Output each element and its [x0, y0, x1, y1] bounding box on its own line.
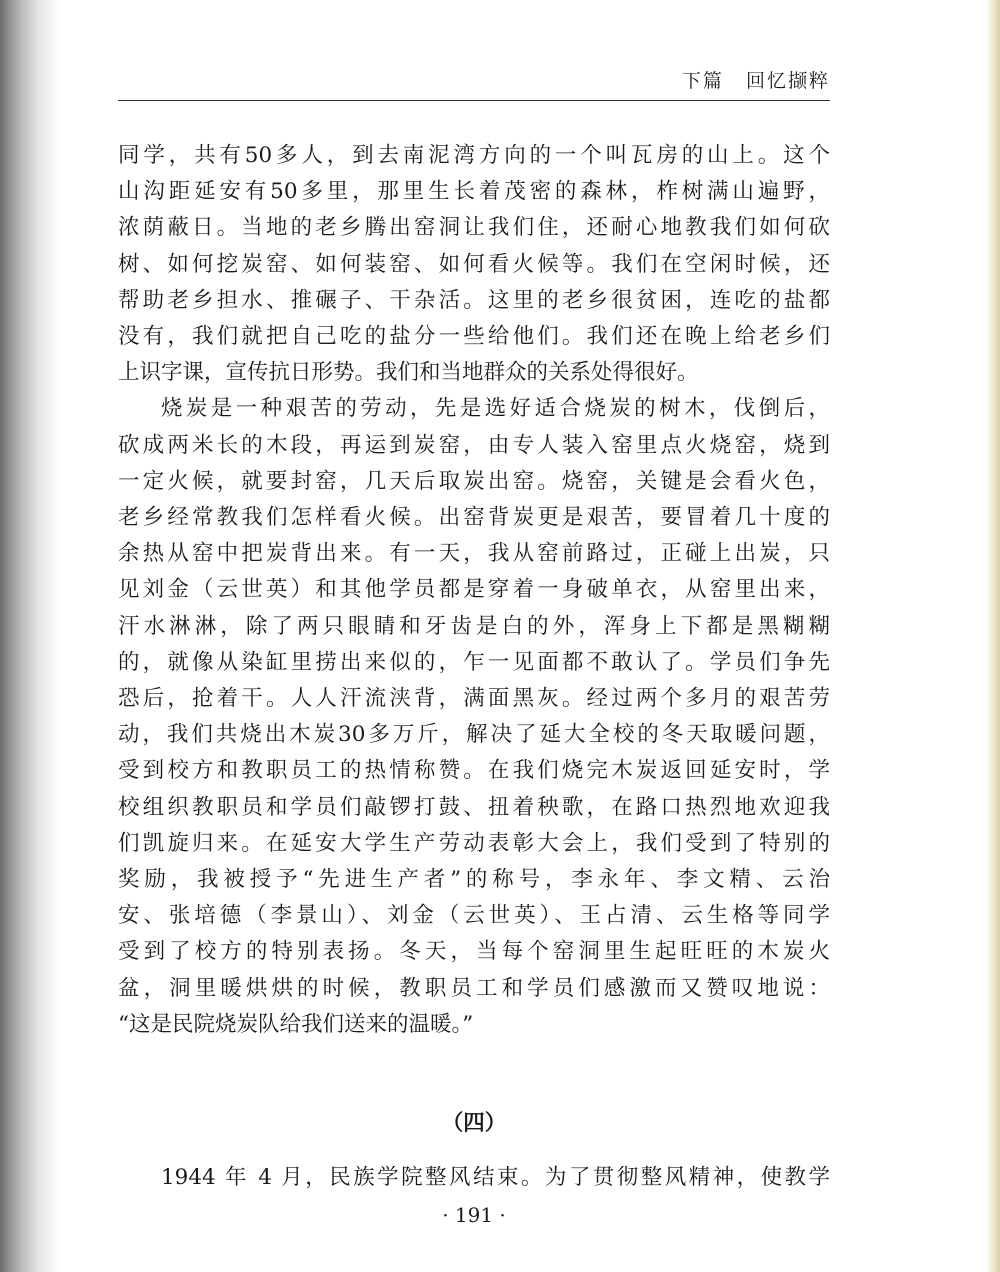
text-line: 浓荫蔽日。当地的老乡腾出窑洞让我们住，还耐心地教我们如何砍 — [118, 215, 830, 241]
text-line: 的，就像从染缸里捞出来似的，乍一见面都不敢认了。学员们争先 — [118, 649, 830, 675]
text-line: 上识字课，宣传抗日形势。我们和当地群众的关系处得很好。 — [118, 360, 699, 386]
text-line: 受到校方和教职员工的热情称赞。在我们烧完木炭返回延安时，学 — [118, 758, 830, 784]
text-line: 见刘金（云世英）和其他学员都是穿着一身破单衣，从窑里出来， — [118, 577, 830, 603]
text-line: 受到了校方的特别表扬。冬天，当每个窑洞里生起旺旺的木炭火 — [118, 939, 830, 965]
text-line: 安、张培德（李景山）、刘金（云世英）、王占清、云生格等同学 — [118, 903, 830, 929]
running-head-title: 回忆撷粹 — [745, 70, 830, 92]
text-line: 动，我们共烧出木炭30多万斤，解决了延大全校的冬天取暖问题， — [118, 722, 830, 748]
header-rule — [118, 100, 830, 101]
text-line: 没有，我们就把自己吃的盐分一些给他们。我们还在晚上给老乡们 — [118, 324, 830, 350]
page-edge — [986, 0, 1000, 1272]
text-line: 山沟距延安有50多里，那里生长着茂密的森林，柞树满山遍野， — [118, 179, 830, 205]
text-line: 砍成两米长的木段，再运到炭窑，由专人装入窑里点火烧窑，烧到 — [118, 432, 830, 458]
text-line: 老乡经常教我们怎样看火候。出窑背炭更是艰苦，要冒着几十度的 — [118, 505, 830, 531]
text-line: 盆，洞里暖烘烘的时候，教职员工和学员们感激而又赞叹地说： — [118, 975, 830, 1001]
text-line: 一定火候，就要封窑，几天后取炭出窑。烧窑，关键是会看火色， — [118, 468, 830, 494]
text-line: “这是民院烧炭队给我们送来的温暖。” — [118, 1011, 474, 1037]
text-line: 余热从窑中把炭背出来。有一天，我从窑前路过，正碰上出炭，只 — [118, 541, 830, 567]
section-heading: （四） — [441, 1111, 507, 1136]
next-paragraph-first-line: 1944 年 4 月，民族学院整风结束。为了贯彻整风精神，使教学 — [161, 1165, 830, 1190]
text-line: 帮助老乡担水、推碾子、干杂活。这里的老乡很贫困，连吃的盐都 — [118, 287, 830, 313]
text-line: 树、如何挖炭窑、如何装窑、如何看火候等。我们在空闲时候，还 — [118, 251, 830, 277]
running-head-section: 下篇 — [681, 70, 724, 92]
text-line: 烧炭是一种艰苦的劳动，先是选好适合烧炭的树木，伐倒后， — [161, 396, 830, 422]
body-text — [118, 138, 830, 1043]
text-line: 们凯旋归来。在延安大学生产劳动表彰大会上，我们受到了特别的 — [118, 830, 830, 856]
page-number: · 191 · — [442, 1203, 506, 1227]
book-spine-shadow — [0, 0, 60, 1272]
text-line: 汗水淋淋，除了两只眼睛和牙齿是白的外，浑身上下都是黑糊糊 — [118, 613, 830, 639]
text-line: 同学，共有50多人，到去南泥湾方向的一个叫瓦房的山上。这个 — [118, 143, 830, 168]
text-line: 恐后，抢着干。人人汗流浃背，满面黑灰。经过两个多月的艰苦劳 — [118, 686, 830, 712]
text-line: 校组织教职员和学员们敲锣打鼓、扭着秧歌，在路口热烈地欢迎我 — [118, 794, 830, 820]
book-page — [118, 0, 830, 1272]
running-head — [668, 66, 830, 93]
text-line: 奖励，我被授予“先进生产者”的称号，李永年、李文精、云治 — [118, 867, 830, 893]
